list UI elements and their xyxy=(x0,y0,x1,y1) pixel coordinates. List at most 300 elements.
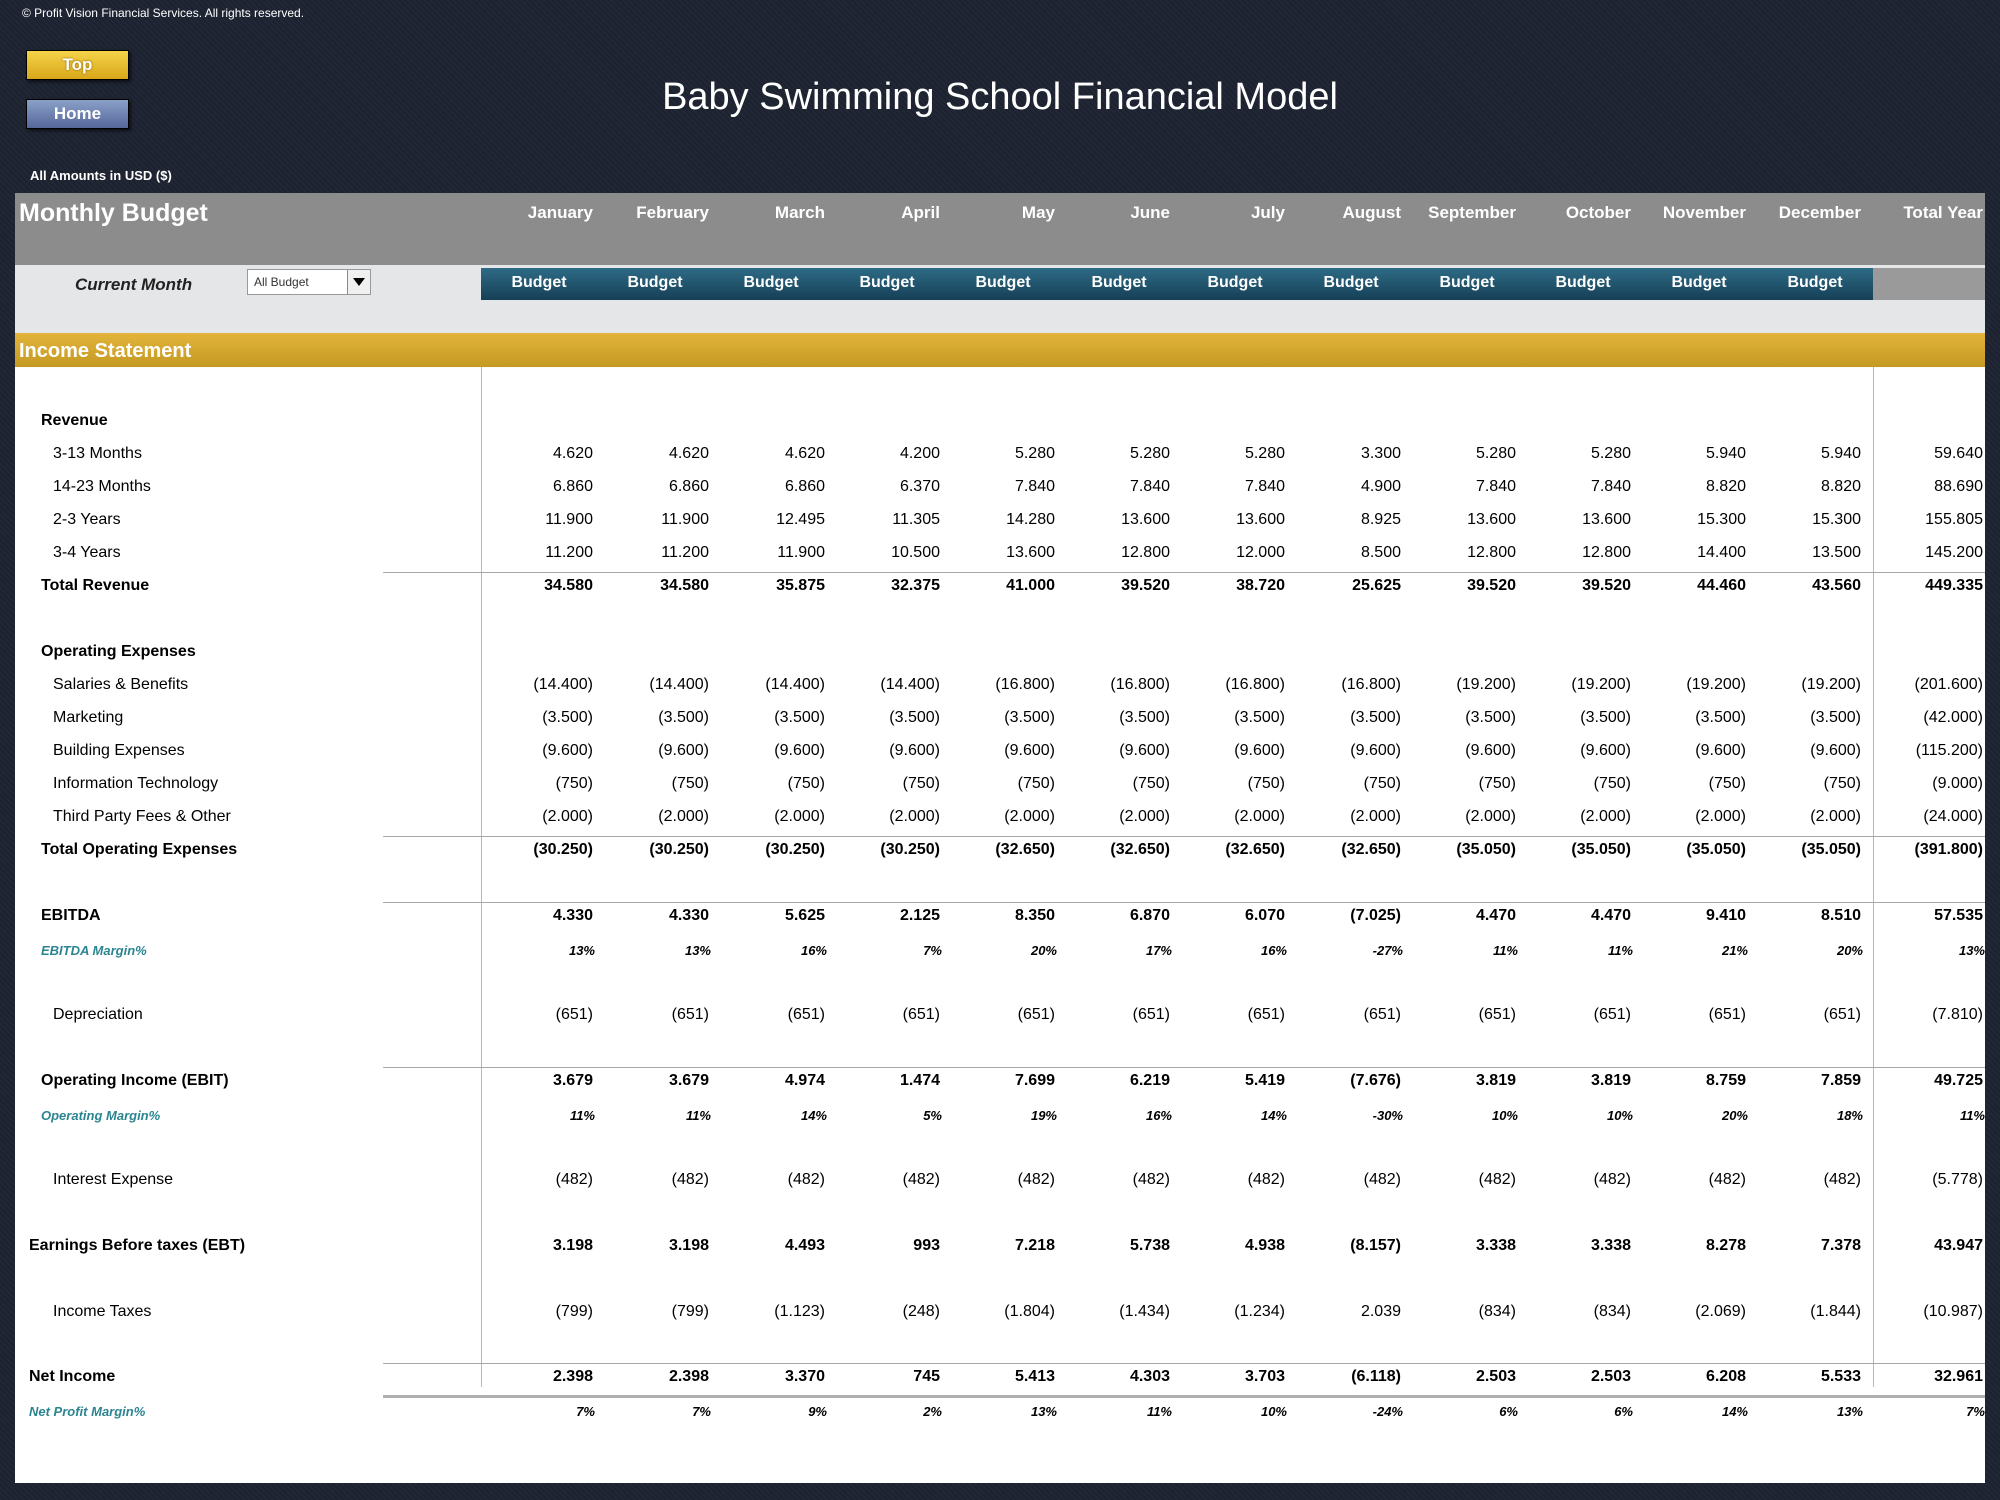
cell-value: 993 xyxy=(913,1237,940,1254)
cell-value: (5.778) xyxy=(1932,1171,1983,1188)
cell-value: (3.500) xyxy=(1465,709,1516,726)
net-income-underline xyxy=(383,1395,1985,1398)
cell-value: 20% xyxy=(1030,943,1057,958)
top-button[interactable]: Top xyxy=(26,50,129,80)
cell-value: -30% xyxy=(1372,1108,1403,1123)
cell-value: -24% xyxy=(1372,1404,1403,1419)
cell-value: (3.500) xyxy=(1234,709,1285,726)
cell-value: (2.069) xyxy=(1695,1303,1746,1320)
cell-value: 44.460 xyxy=(1697,577,1746,594)
cell-value: 15.300 xyxy=(1812,511,1861,528)
cell-value: 6.219 xyxy=(1129,1072,1170,1089)
row-label: Total Revenue xyxy=(41,577,150,594)
cell-value: 5.533 xyxy=(1820,1368,1861,1385)
cell-value: 13% xyxy=(684,943,711,958)
cell-value: (3.500) xyxy=(542,709,593,726)
cell-value: 4.470 xyxy=(1475,907,1516,924)
cell-value: 11% xyxy=(1146,1404,1172,1419)
cell-value: 10% xyxy=(1260,1404,1287,1419)
cell-value: 5.280 xyxy=(1244,445,1285,462)
row-label: Interest Expense xyxy=(53,1171,174,1188)
cell-value: 7.378 xyxy=(1820,1237,1861,1254)
row-label: Third Party Fees & Other xyxy=(53,808,231,825)
cell-value: (482) xyxy=(1823,1171,1861,1188)
cell-value: (1.844) xyxy=(1810,1303,1861,1320)
cell-value: (482) xyxy=(1478,1171,1516,1188)
cell-value: 6.870 xyxy=(1129,907,1170,924)
table-row xyxy=(15,841,1985,867)
cell-value: (30.250) xyxy=(533,841,593,858)
cell-value: (750) xyxy=(1708,775,1746,792)
row-label: Depreciation xyxy=(53,1006,143,1023)
cell-value: 1.474 xyxy=(899,1072,940,1089)
cell-value: 6.208 xyxy=(1705,1368,1746,1385)
cell-value: 7.840 xyxy=(1014,478,1055,495)
cell-value: 34.580 xyxy=(544,577,593,594)
budget-label: Budget xyxy=(1091,274,1147,291)
table-row xyxy=(15,775,1985,801)
row-label: 14-23 Months xyxy=(53,478,151,495)
cell-value: 8.500 xyxy=(1360,544,1401,561)
table-row xyxy=(15,907,1985,933)
cell-value: (9.600) xyxy=(1350,742,1401,759)
row-label: Net Profit Margin% xyxy=(29,1404,146,1419)
cell-value: (8.157) xyxy=(1350,1237,1401,1254)
cell-value: 35.875 xyxy=(776,577,825,594)
cell-value: 39.520 xyxy=(1467,577,1516,594)
budget-label: Budget xyxy=(975,274,1031,291)
cell-value: 5.625 xyxy=(784,907,825,924)
cell-value: 3.338 xyxy=(1590,1237,1631,1254)
cell-value: 2.398 xyxy=(668,1368,709,1385)
table-row xyxy=(15,544,1985,570)
cell-value: (35.050) xyxy=(1456,841,1516,858)
cell-value: 6.860 xyxy=(552,478,593,495)
cell-value: (9.600) xyxy=(774,742,825,759)
cell-value: (9.600) xyxy=(1004,742,1055,759)
cell-value: 3.370 xyxy=(784,1368,825,1385)
cell-value: (391.800) xyxy=(1914,841,1983,858)
cell-value: 5.413 xyxy=(1014,1368,1055,1385)
cell-value: 14% xyxy=(800,1108,827,1123)
row-label: EBITDA xyxy=(41,907,101,924)
row-label: Information Technology xyxy=(53,775,219,792)
cell-value: (834) xyxy=(1593,1303,1631,1320)
cell-value: (16.800) xyxy=(1225,676,1285,693)
cell-value: (2.000) xyxy=(1119,808,1170,825)
cell-value: (14.400) xyxy=(880,676,940,693)
cell-value: (834) xyxy=(1478,1303,1516,1320)
row-label: Total Operating Expenses xyxy=(41,841,238,858)
copyright-text: © Profit Vision Financial Services. All rights reserved. xyxy=(22,6,305,20)
cell-value: 11.200 xyxy=(661,544,709,561)
cell-value: (35.050) xyxy=(1686,841,1746,858)
cell-value: (3.500) xyxy=(1810,709,1861,726)
month-header: December xyxy=(1778,203,1861,222)
cell-value: 4.330 xyxy=(552,907,593,924)
cell-value: 9.410 xyxy=(1705,907,1746,924)
row-label: 3-4 Years xyxy=(53,544,121,561)
cell-value: (42.000) xyxy=(1923,709,1983,726)
cell-value: (651) xyxy=(1017,1006,1055,1023)
cell-value: 49.725 xyxy=(1934,1072,1983,1089)
cell-value: 7% xyxy=(923,943,942,958)
cell-value: 5% xyxy=(923,1108,942,1123)
cell-value: (482) xyxy=(1708,1171,1746,1188)
table-row xyxy=(15,1006,1985,1032)
cell-value: (750) xyxy=(1017,775,1055,792)
cell-value: (32.650) xyxy=(1341,841,1401,858)
cell-value: 7.859 xyxy=(1820,1072,1861,1089)
cell-value: 7.840 xyxy=(1244,478,1285,495)
cell-value: (750) xyxy=(787,775,825,792)
cell-value: (9.600) xyxy=(1580,742,1631,759)
cell-value: 10% xyxy=(1606,1108,1633,1123)
cell-value: 6% xyxy=(1614,1404,1633,1419)
cell-value: (16.800) xyxy=(995,676,1055,693)
cell-value: (482) xyxy=(787,1171,825,1188)
cell-value: (482) xyxy=(1593,1171,1631,1188)
cell-value: 9% xyxy=(808,1404,827,1419)
current-month-value: All Budget xyxy=(254,275,309,289)
cell-value: (2.000) xyxy=(1350,808,1401,825)
cell-value: (651) xyxy=(1247,1006,1285,1023)
cell-value: 14.400 xyxy=(1697,544,1746,561)
cell-value: 13.600 xyxy=(1121,511,1170,528)
cell-value: (2.000) xyxy=(889,808,940,825)
cell-value: 4.470 xyxy=(1590,907,1631,924)
cell-value: (3.500) xyxy=(1580,709,1631,726)
cell-value: 5.280 xyxy=(1475,445,1516,462)
cell-value: 3.703 xyxy=(1244,1368,1285,1385)
budget-sheet xyxy=(15,193,1985,1483)
cell-value: 16% xyxy=(1145,1108,1172,1123)
cell-value: (16.800) xyxy=(1110,676,1170,693)
cell-value: (32.650) xyxy=(1225,841,1285,858)
cell-value: 43.560 xyxy=(1812,577,1861,594)
month-header: June xyxy=(1130,203,1170,222)
cell-value: 4.493 xyxy=(784,1237,825,1254)
table-row xyxy=(15,742,1985,768)
budget-label: Budget xyxy=(627,274,683,291)
cell-value: (6.118) xyxy=(1351,1368,1401,1385)
cell-value: (482) xyxy=(1017,1171,1055,1188)
month-header: July xyxy=(1250,203,1285,222)
cell-value: 6.070 xyxy=(1244,907,1285,924)
cell-value: 7.840 xyxy=(1129,478,1170,495)
cell-value: (482) xyxy=(555,1171,593,1188)
cell-value: 11.305 xyxy=(892,511,940,528)
cell-value: (14.400) xyxy=(533,676,593,693)
cell-value: 5.738 xyxy=(1129,1237,1170,1254)
cell-value: 6.370 xyxy=(899,478,940,495)
section-bar xyxy=(15,333,1985,367)
cell-value: 4.303 xyxy=(1129,1368,1170,1385)
cell-value: 59.640 xyxy=(1934,445,1983,462)
total-separator xyxy=(383,836,1985,837)
cell-value: 13% xyxy=(1030,1404,1057,1419)
cell-value: (482) xyxy=(902,1171,940,1188)
cell-value: (2.000) xyxy=(1465,808,1516,825)
cell-value: (482) xyxy=(1132,1171,1170,1188)
cell-value: 11% xyxy=(569,1108,595,1123)
cell-value: 12.800 xyxy=(1582,544,1631,561)
cell-value: 4.200 xyxy=(899,445,940,462)
dropdown-arrow-icon[interactable] xyxy=(347,270,370,294)
table-row xyxy=(15,1368,1985,1394)
table-row xyxy=(15,412,1985,438)
table-row xyxy=(15,511,1985,537)
cell-value: 12.800 xyxy=(1467,544,1516,561)
table-row xyxy=(15,1072,1985,1098)
section-title: Income Statement xyxy=(19,340,192,362)
sheet-title: Monthly Budget xyxy=(19,199,208,227)
cell-value: (750) xyxy=(1132,775,1170,792)
budget-label: Budget xyxy=(1787,274,1843,291)
table-row xyxy=(15,577,1985,603)
cell-value: (2.000) xyxy=(1695,808,1746,825)
cell-value: 32.961 xyxy=(1934,1368,1983,1385)
cell-value: (750) xyxy=(555,775,593,792)
cell-value: (9.600) xyxy=(889,742,940,759)
cell-value: (30.250) xyxy=(765,841,825,858)
cell-value: (750) xyxy=(1363,775,1401,792)
cell-value: (2.000) xyxy=(774,808,825,825)
cell-value: (799) xyxy=(671,1303,709,1320)
cell-value: 5.280 xyxy=(1590,445,1631,462)
cell-value: (482) xyxy=(1363,1171,1401,1188)
row-label: Earnings Before taxes (EBT) xyxy=(29,1237,246,1254)
cell-value: (651) xyxy=(1132,1006,1170,1023)
budget-label: Budget xyxy=(1671,274,1727,291)
cell-value: 11% xyxy=(685,1108,711,1123)
cell-value: 155.805 xyxy=(1925,511,1983,528)
cell-value: (3.500) xyxy=(1004,709,1055,726)
table-row xyxy=(15,1401,1985,1427)
cell-value: 11.900 xyxy=(661,511,709,528)
cell-value: (750) xyxy=(1247,775,1285,792)
cell-value: 12.800 xyxy=(1121,544,1170,561)
cell-value: (651) xyxy=(671,1006,709,1023)
cell-value: (9.600) xyxy=(1810,742,1861,759)
cell-value: (201.600) xyxy=(1914,676,1983,693)
cell-value: 745 xyxy=(913,1368,940,1385)
cell-value: (19.200) xyxy=(1456,676,1516,693)
cell-value: (19.200) xyxy=(1686,676,1746,693)
cell-value: 13.600 xyxy=(1236,511,1285,528)
cell-value: 12.000 xyxy=(1236,544,1285,561)
cell-value: 57.535 xyxy=(1934,907,1983,924)
cell-value: 16% xyxy=(800,943,827,958)
cell-value: (750) xyxy=(671,775,709,792)
row-label: Revenue xyxy=(41,412,108,429)
table-row xyxy=(15,808,1985,834)
budget-label: Budget xyxy=(743,274,799,291)
cell-value: 2.398 xyxy=(552,1368,593,1385)
cell-value: (3.500) xyxy=(774,709,825,726)
month-header: November xyxy=(1662,203,1746,222)
cell-value: -27% xyxy=(1372,943,1403,958)
table-row xyxy=(15,940,1985,966)
cell-value: (2.000) xyxy=(1580,808,1631,825)
cell-value: (2.000) xyxy=(542,808,593,825)
cell-value: 5.280 xyxy=(1014,445,1055,462)
row-label: Salaries & Benefits xyxy=(53,676,189,693)
table-row xyxy=(15,1303,1985,1329)
cell-value: 13% xyxy=(1836,1404,1863,1419)
table-row xyxy=(15,1237,1985,1263)
cell-value: 14.280 xyxy=(1006,511,1055,528)
table-row xyxy=(15,1171,1985,1197)
units-label: All Amounts in USD ($) xyxy=(30,168,172,183)
month-header: Total Year xyxy=(1903,203,1983,222)
cell-value: 88.690 xyxy=(1934,478,1983,495)
cell-value: (651) xyxy=(902,1006,940,1023)
cell-value: (30.250) xyxy=(649,841,709,858)
cell-value: (2.000) xyxy=(1810,808,1861,825)
month-header: August xyxy=(1342,203,1401,222)
cell-value: 8.925 xyxy=(1360,511,1401,528)
cell-value: (9.600) xyxy=(658,742,709,759)
cell-value: (3.500) xyxy=(1119,709,1170,726)
cell-value: (9.600) xyxy=(1465,742,1516,759)
cell-value: 39.520 xyxy=(1582,577,1631,594)
cell-value: 2.503 xyxy=(1590,1368,1631,1385)
cell-value: 8.759 xyxy=(1705,1072,1746,1089)
cell-value: 4.900 xyxy=(1360,478,1401,495)
cell-value: 20% xyxy=(1721,1108,1748,1123)
cell-value: 3.679 xyxy=(668,1072,709,1089)
budget-label: Budget xyxy=(859,274,915,291)
cell-value: 3.819 xyxy=(1590,1072,1631,1089)
cell-value: 10.500 xyxy=(891,544,940,561)
table-row xyxy=(15,676,1985,702)
month-header: April xyxy=(901,203,940,222)
cell-value: 7.840 xyxy=(1590,478,1631,495)
cell-value: 19% xyxy=(1030,1108,1057,1123)
cell-value: (1.123) xyxy=(774,1303,825,1320)
cell-value: 8.510 xyxy=(1820,907,1861,924)
cell-value: (19.200) xyxy=(1801,676,1861,693)
cell-value: 2.125 xyxy=(899,907,940,924)
cell-value: 13% xyxy=(568,943,595,958)
cell-value: 2% xyxy=(923,1404,942,1419)
row-label: Operating Margin% xyxy=(41,1108,161,1123)
cell-value: 10% xyxy=(1491,1108,1518,1123)
cell-value: (16.800) xyxy=(1341,676,1401,693)
cell-value: 38.720 xyxy=(1236,577,1285,594)
cell-value: 13.600 xyxy=(1582,511,1631,528)
month-header: March xyxy=(774,203,825,222)
cell-value: 145.200 xyxy=(1925,544,1983,561)
cell-value: (651) xyxy=(1708,1006,1746,1023)
cell-value: 4.974 xyxy=(784,1072,825,1089)
budget-label: Budget xyxy=(511,274,567,291)
budget-label: Budget xyxy=(1555,274,1611,291)
cell-value: (7.025) xyxy=(1350,907,1401,924)
cell-value: 3.819 xyxy=(1475,1072,1516,1089)
cell-value: (9.000) xyxy=(1932,775,1983,792)
current-month-label: Current Month xyxy=(75,275,193,294)
cell-value: (482) xyxy=(671,1171,709,1188)
total-separator xyxy=(383,902,1985,903)
cell-value: 7% xyxy=(576,1404,595,1419)
cell-value: 3.198 xyxy=(552,1237,593,1254)
cell-value: (3.500) xyxy=(889,709,940,726)
cell-value: 3.679 xyxy=(552,1072,593,1089)
cell-value: 41.000 xyxy=(1006,577,1055,594)
cell-value: (115.200) xyxy=(1915,742,1983,759)
cell-value: 11% xyxy=(1959,1108,1985,1123)
row-label: Net Income xyxy=(29,1368,116,1385)
cell-value: (24.000) xyxy=(1923,808,1983,825)
cell-value: 7% xyxy=(692,1404,711,1419)
cell-value: 4.620 xyxy=(552,445,593,462)
cell-value: 4.620 xyxy=(784,445,825,462)
cell-value: 3.300 xyxy=(1360,445,1401,462)
cell-value: (1.804) xyxy=(1004,1303,1055,1320)
month-header: February xyxy=(636,203,709,222)
cell-value: 8.278 xyxy=(1705,1237,1746,1254)
cell-value: 6.860 xyxy=(784,478,825,495)
cell-value: (750) xyxy=(1478,775,1516,792)
row-label: Operating Income (EBIT) xyxy=(41,1072,229,1089)
cell-value: (32.650) xyxy=(1110,841,1170,858)
cell-value: 11% xyxy=(1492,943,1518,958)
cell-value: 13% xyxy=(1958,943,1985,958)
cell-value: 14% xyxy=(1260,1108,1287,1123)
cell-value: 4.330 xyxy=(668,907,709,924)
cell-value: (35.050) xyxy=(1801,841,1861,858)
cell-value: (750) xyxy=(1593,775,1631,792)
month-header: January xyxy=(527,203,593,222)
cell-value: (799) xyxy=(555,1303,593,1320)
month-header: October xyxy=(1565,203,1631,222)
home-button[interactable]: Home xyxy=(26,99,129,129)
row-label: Operating Expenses xyxy=(41,643,196,660)
row-label: Income Taxes xyxy=(53,1303,152,1320)
cell-value: 5.940 xyxy=(1705,445,1746,462)
table-row xyxy=(15,478,1985,504)
cell-value: (30.250) xyxy=(880,841,940,858)
cell-value: 18% xyxy=(1836,1108,1863,1123)
row-label: Building Expenses xyxy=(53,742,185,759)
cell-value: 8.350 xyxy=(1014,907,1055,924)
cell-value: (3.500) xyxy=(1695,709,1746,726)
cell-value: 6.860 xyxy=(668,478,709,495)
table-row xyxy=(15,1105,1985,1131)
cell-value: 4.938 xyxy=(1244,1237,1285,1254)
month-header: May xyxy=(1021,203,1055,222)
table-row xyxy=(15,709,1985,735)
cell-value: (651) xyxy=(1478,1006,1516,1023)
cell-value: (9.600) xyxy=(1234,742,1285,759)
cell-value: 6% xyxy=(1499,1404,1518,1419)
cell-value: 2.039 xyxy=(1360,1303,1401,1320)
cell-value: 25.625 xyxy=(1352,577,1401,594)
cell-value: 15.300 xyxy=(1697,511,1746,528)
cell-value: 3.338 xyxy=(1475,1237,1516,1254)
current-month-select[interactable] xyxy=(247,269,371,295)
cell-value: 21% xyxy=(1721,943,1748,958)
cell-value: 2.503 xyxy=(1475,1368,1516,1385)
cell-value: (7.810) xyxy=(1932,1006,1983,1023)
cell-value: 4.620 xyxy=(668,445,709,462)
cell-value: (9.600) xyxy=(1119,742,1170,759)
cell-value: 8.820 xyxy=(1705,478,1746,495)
cell-value: 7.218 xyxy=(1014,1237,1055,1254)
cell-value: (10.987) xyxy=(1923,1303,1983,1320)
